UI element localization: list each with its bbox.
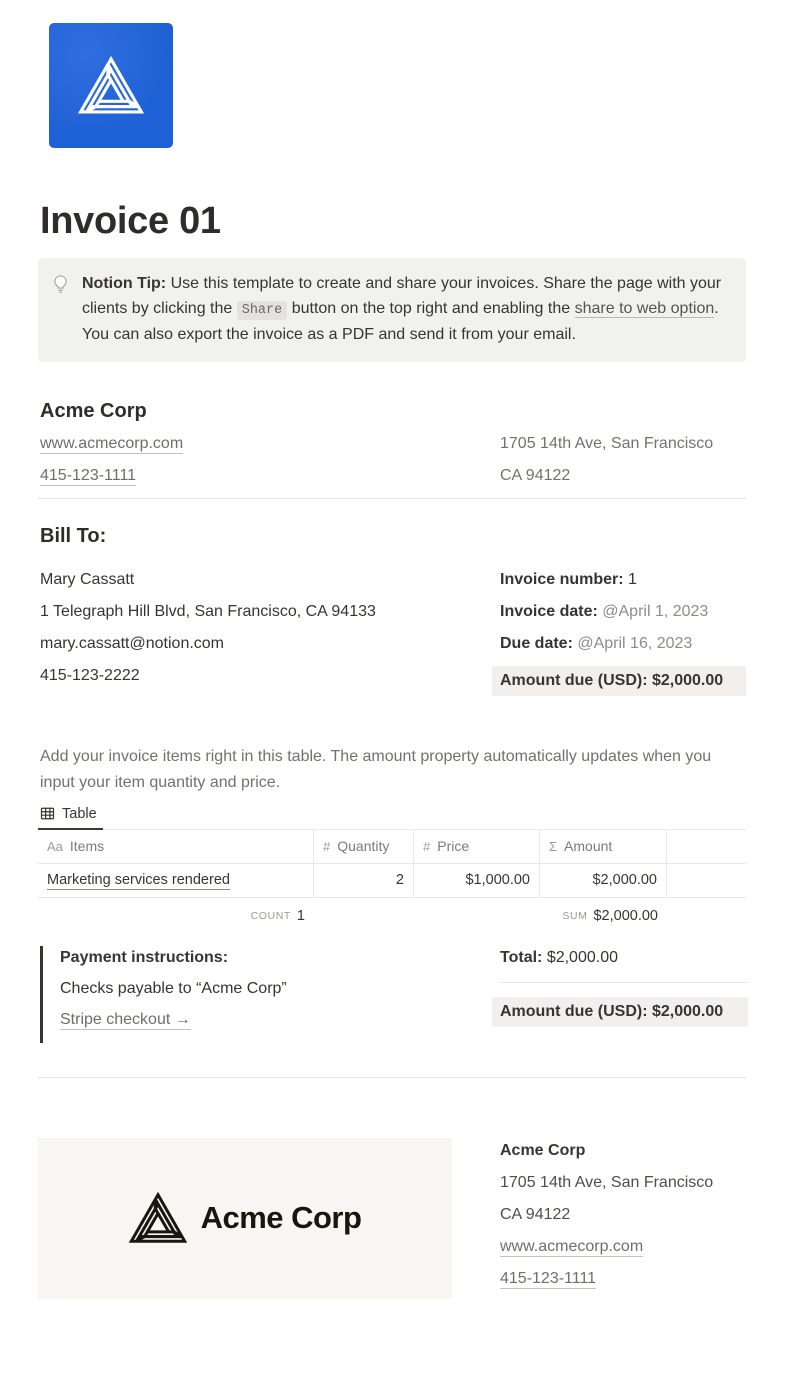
company-address-column — [500, 434, 746, 498]
bill-to-section — [40, 525, 746, 698]
formula-type-icon: Σ — [549, 838, 558, 854]
company-address-line2: CA 94122 — [500, 466, 571, 484]
callout-text-2: button on the top right and enabling the — [287, 299, 575, 317]
count-label: COUNT — [250, 909, 291, 922]
column-label: Items — [69, 838, 105, 854]
page-title: Invoice 01 — [40, 200, 221, 242]
brand-logo-image[interactable] — [38, 1138, 452, 1299]
column-header-price[interactable] — [414, 830, 540, 863]
callout-text-3: . You can also export the invoice as a PDF and send it from your email. — [82, 299, 719, 343]
column-label: Quantity — [337, 838, 390, 854]
payment-instructions-quote — [40, 946, 500, 1043]
client-address: 1 Telegraph Hill Blvd, San Francisco, CA 94133 — [40, 602, 376, 620]
column-header-quantity[interactable] — [314, 830, 414, 863]
number-type-icon: # — [423, 838, 431, 854]
invoice-number-label: Invoice number: — [500, 570, 629, 588]
invoice-items-table — [38, 804, 746, 928]
notion-tip-callout — [38, 258, 746, 362]
callout-text — [82, 272, 730, 348]
lightbulb-icon — [50, 272, 72, 348]
company-name-heading: Acme Corp — [40, 399, 147, 422]
table-aggregates-row — [38, 898, 746, 928]
client-column — [40, 570, 500, 698]
company-section — [40, 400, 746, 498]
due-date-mention[interactable]: @April 16, 2023 — [577, 634, 693, 652]
stripe-checkout-link[interactable]: Stripe checkout → — [60, 1010, 191, 1028]
page-icon[interactable] — [49, 23, 173, 148]
divider — [38, 498, 746, 499]
cell-items[interactable] — [38, 864, 314, 897]
invoice-date-label: Invoice date: — [500, 602, 603, 620]
company-website-link[interactable]: www.acmecorp.com — [40, 434, 184, 452]
client-phone: 415-123-2222 — [40, 666, 140, 684]
footer-website-link[interactable]: www.acmecorp.com — [500, 1237, 644, 1255]
tab-table[interactable] — [38, 804, 103, 829]
penrose-triangle-icon — [78, 55, 144, 116]
divider — [38, 1077, 746, 1078]
cell-empty[interactable] — [667, 864, 746, 897]
callout-text-1: Use this template to create and share your invoices. Share the page with your clients by clicking the — [82, 275, 722, 317]
total-value: $2,000.00 — [546, 948, 618, 966]
footer-phone-link[interactable]: 415-123-1111 — [500, 1269, 597, 1287]
bill-to-heading: Bill To: — [40, 524, 107, 547]
items-intro-paragraph: Add your invoice items right in this table. The amount property automatically updates when you input your item quantity and price. — [40, 747, 712, 791]
column-header-amount[interactable] — [540, 830, 667, 863]
payment-summary-section — [40, 946, 746, 1043]
text-type-icon: Aa — [47, 838, 63, 854]
amount-due-highlight: Amount due (USD): $2,000.00 — [492, 997, 748, 1027]
table-tab-label: Table — [62, 805, 97, 822]
column-label: Amount — [564, 838, 613, 854]
invoice-date-mention[interactable]: @April 1, 2023 — [602, 602, 709, 620]
invoice-meta-column — [500, 570, 746, 698]
footer-company-name: Acme Corp — [500, 1141, 586, 1159]
cell-quantity[interactable]: 2 — [314, 864, 414, 897]
client-email: mary.cassatt@notion.com — [40, 634, 225, 652]
count-aggregate[interactable] — [38, 904, 314, 928]
invoice-page — [0, 23, 794, 1337]
footer-address-column — [500, 1138, 713, 1301]
count-value: 1 — [296, 907, 305, 924]
table-row — [38, 864, 746, 898]
summary-column — [500, 946, 748, 1043]
company-address-line1: 1705 14th Ave, San Francisco — [500, 434, 714, 452]
cell-amount[interactable]: $2,000.00 — [540, 864, 667, 897]
payment-line1: Checks payable to “Acme Corp” — [60, 979, 287, 997]
divider — [500, 982, 748, 983]
penrose-triangle-icon — [129, 1191, 187, 1245]
company-phone-link[interactable]: 415-123-1111 — [40, 466, 137, 484]
callout-bold-prefix: Notion Tip: — [82, 275, 171, 292]
client-name: Mary Cassatt — [40, 570, 135, 588]
footer-address-line1: 1705 14th Ave, San Francisco — [500, 1173, 714, 1191]
table-grid-icon — [40, 806, 55, 821]
share-to-web-link[interactable]: share to web option — [574, 299, 715, 317]
sum-aggregate[interactable] — [540, 904, 667, 928]
table-header-row — [38, 830, 746, 864]
amount-due-highlight: Amount due (USD): $2,000.00 — [492, 666, 746, 696]
invoice-number-value: 1 — [628, 570, 637, 588]
company-links-column — [40, 434, 500, 498]
sum-value: $2,000.00 — [593, 907, 658, 924]
item-page-link[interactable]: Marketing services rendered — [47, 871, 230, 888]
footer-address-line2: CA 94122 — [500, 1205, 571, 1223]
column-header-items[interactable] — [38, 830, 314, 863]
due-date-label: Due date: — [500, 634, 578, 652]
sum-label: SUM — [562, 909, 588, 922]
cell-price[interactable]: $1,000.00 — [414, 864, 540, 897]
brand-name-text: Acme Corp — [200, 1200, 362, 1235]
column-label: Price — [437, 838, 470, 854]
number-type-icon: # — [323, 838, 331, 854]
payment-heading: Payment instructions: — [60, 948, 229, 966]
footer-section — [38, 1138, 746, 1301]
share-code-chip: Share — [237, 301, 288, 320]
table-tab-row — [38, 804, 746, 830]
column-header-empty[interactable] — [667, 830, 746, 863]
total-label: Total: — [500, 948, 547, 966]
